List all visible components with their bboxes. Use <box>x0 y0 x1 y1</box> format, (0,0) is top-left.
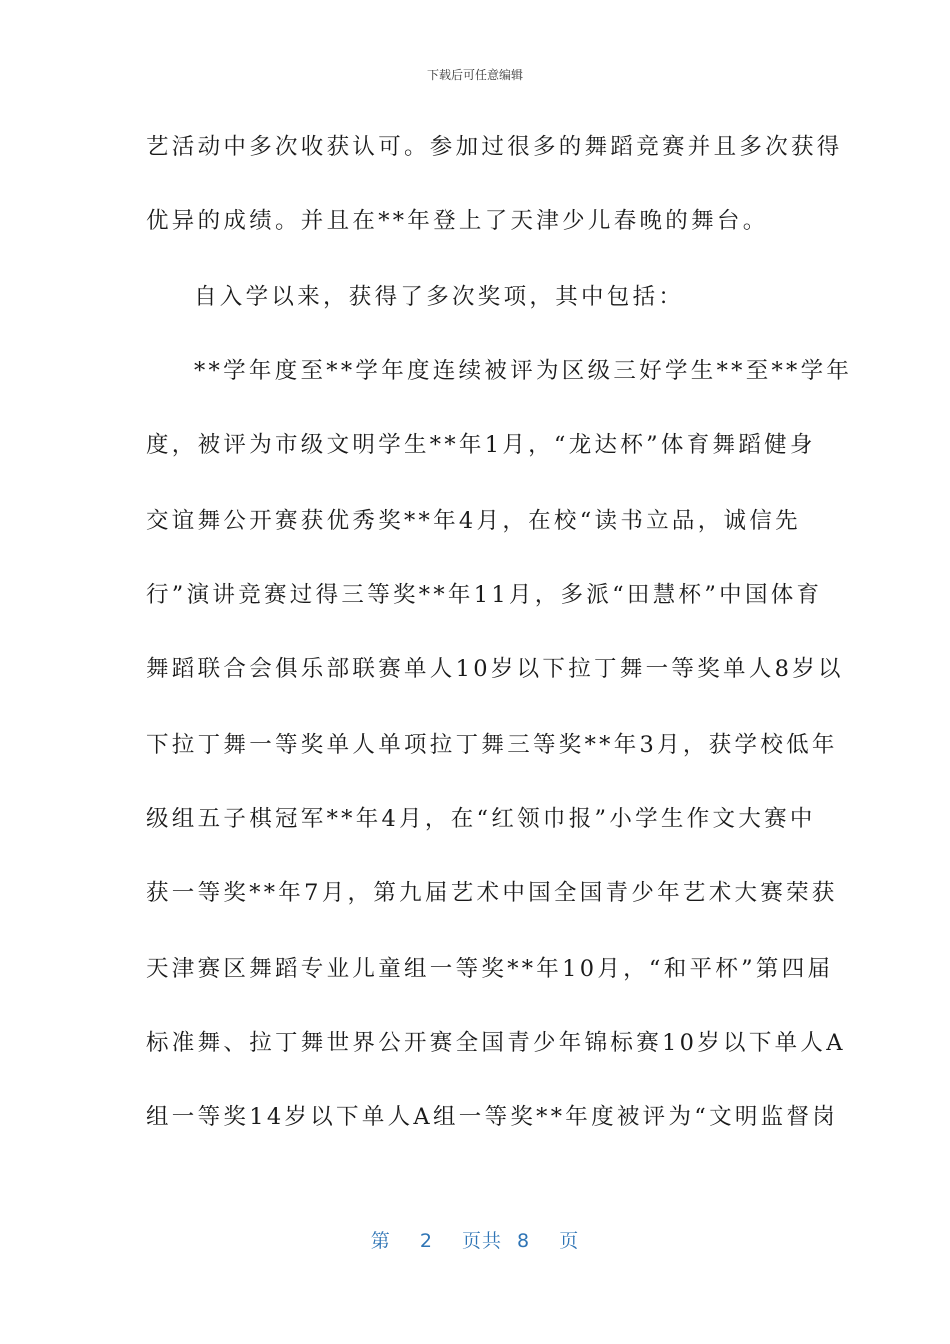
total-pages-number: 8 <box>517 1230 531 1252</box>
footer-suffix: 页 <box>559 1230 580 1252</box>
text-line-8: 舞蹈联合会俱乐部联赛单人10岁以下拉丁舞一等奖单人8岁以 <box>146 656 844 682</box>
text-line-1: 艺活动中多次收获认可。参加过很多的舞蹈竞赛并且多次获得 <box>146 134 843 160</box>
header-note: 下载后可任意编辑 <box>426 68 523 82</box>
text-line-13: 标准舞、拉丁舞世界公开赛全国青少年锦标赛10岁以下单人A <box>146 1030 846 1056</box>
current-page-number: 2 <box>419 1230 433 1252</box>
text-line-14: 组一等奖14岁以下单人A组一等奖**年度被评为“文明监督岗 <box>146 1104 839 1130</box>
text-line-11: 获一等奖**年7月，第九届艺术中国全国青少年艺术大赛荣获 <box>146 880 838 906</box>
text-line-2: 优异的成绩。并且在**年登上了天津少儿春晚的舞台。 <box>146 208 769 234</box>
text-line-6: 交谊舞公开赛获优秀奖**年4月，在校“读书立品，诚信先 <box>146 508 801 534</box>
paragraph-indent-line: 自入学以来，获得了多次奖项，其中包括： <box>194 284 685 310</box>
text-line-5: 度，被评为市级文明学生**年1月，“龙达杯”体育舞蹈健身 <box>146 432 816 458</box>
page-footer <box>0 1226 950 1253</box>
footer-prefix: 第 <box>370 1230 391 1252</box>
text-line-9: 下拉丁舞一等奖单人单项拉丁舞三等奖**年3月，获学校低年 <box>146 732 838 758</box>
text-line-12: 天津赛区舞蹈专业儿童组一等奖**年10月，“和平杯”第四届 <box>146 956 834 982</box>
footer-middle: 页共 <box>461 1230 502 1252</box>
text-line-10: 级组五子棋冠军**年4月，在“红领巾报”小学生作文大赛中 <box>146 806 816 832</box>
paragraph-indent-line: **学年度至**学年度连续被评为区级三好学生**至**学年 <box>194 358 853 384</box>
text-line-7: 行”演讲竞赛过得三等奖**年11月，多派“田慧杯”中国体育 <box>146 582 823 608</box>
